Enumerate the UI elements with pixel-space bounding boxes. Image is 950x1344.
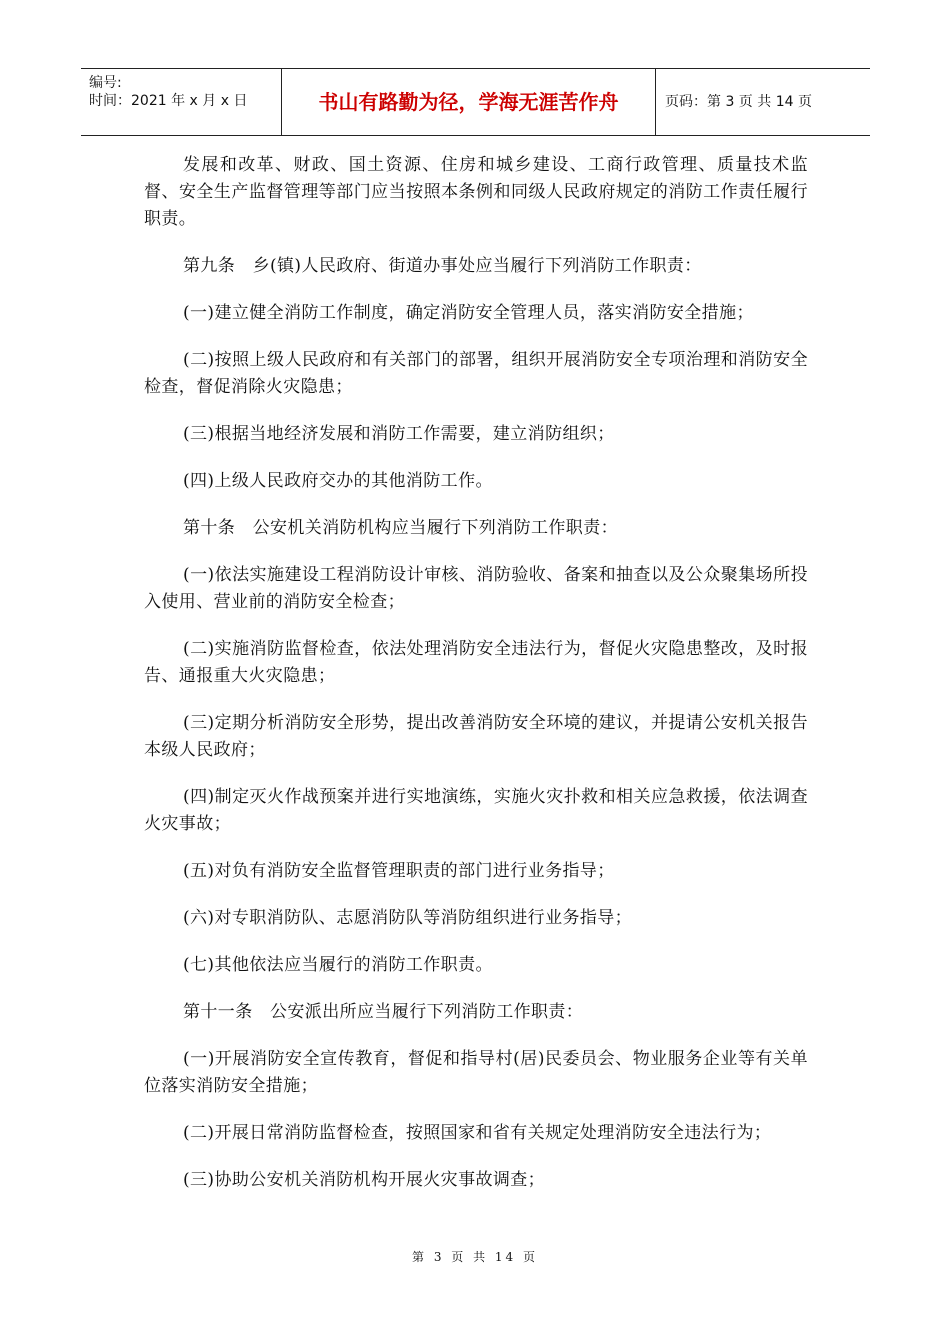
header-meta-cell (81, 69, 282, 135)
page-header (81, 68, 870, 136)
header-page-info: 页码：第 3 页 共 14 页 (665, 94, 812, 110)
article-heading-9: 第九条 乡(镇)人民政府、街道办事处应当履行下列消防工作职责： (183, 256, 702, 276)
list-item: (七)其他依法应当履行的消防工作职责。 (183, 955, 493, 975)
list-item: (六)对专职消防队、志愿消防队等消防组织进行业务指导； (183, 908, 633, 928)
body-paragraph: 发展和改革、财政、国土资源、住房和城乡建设、工商行政管理、质量技术监督、安全生产监督管理等部门应当按照本条例和同级人民政府规定的消防工作责任履行职责。 (144, 155, 808, 229)
article-heading-10: 第十条 公安机关消防机构应当履行下列消防工作职责： (183, 518, 618, 538)
article-heading-11: 第十一条 公安派出所应当履行下列消防工作职责： (183, 1002, 584, 1022)
list-item: (一)建立健全消防工作制度，确定消防安全管理人员，落实消防安全措施； (183, 303, 754, 323)
list-item: (一)依法实施建设工程消防设计审核、消防验收、备案和抽查以及公众聚集场所投入使用、营业前的消防安全检查； (144, 565, 808, 612)
list-item: (四)上级人民政府交办的其他消防工作。 (183, 471, 493, 491)
list-item: (三)定期分析消防安全形势，提出改善消防安全环境的建议，并提请公安机关报告本级人民政府； (144, 713, 808, 760)
list-item: (二)按照上级人民政府和有关部门的部署，组织开展消防安全专项治理和消防安全检查，督促消除火灾隐患； (144, 350, 808, 397)
list-item: (五)对负有消防安全监督管理职责的部门进行业务指导； (183, 861, 615, 881)
document-date-label: 时间：2021 年 x 月 x 日 (89, 93, 248, 109)
document-number-label: 编号: (89, 75, 122, 91)
list-item: (三)协助公安机关消防机构开展火灾事故调查； (183, 1170, 546, 1190)
list-item: (三)根据当地经济发展和消防工作需要，建立消防组织； (183, 424, 615, 444)
list-item: (四)制定灭火作战预案并进行实地演练，实施火灾扑救和相关应急救援，依法调查火灾事故； (144, 787, 808, 834)
list-item: (二)实施消防监督检查，依法处理消防安全违法行为，督促火灾隐患整改，及时报告、通报重大火灾隐患； (144, 639, 808, 686)
header-motto: 书山有路勤为径，学海无涯苦作舟 (282, 69, 656, 135)
list-item: (二)开展日常消防监督检查，按照国家和省有关规定处理消防安全违法行为； (183, 1123, 772, 1143)
page-footer: 第 3 页 共 14 页 (412, 1250, 538, 1264)
list-item: (一)开展消防安全宣传教育，督促和指导村(居)民委员会、物业服务企业等有关单位落实消防安全措施； (144, 1049, 808, 1096)
document-body (144, 152, 808, 1214)
